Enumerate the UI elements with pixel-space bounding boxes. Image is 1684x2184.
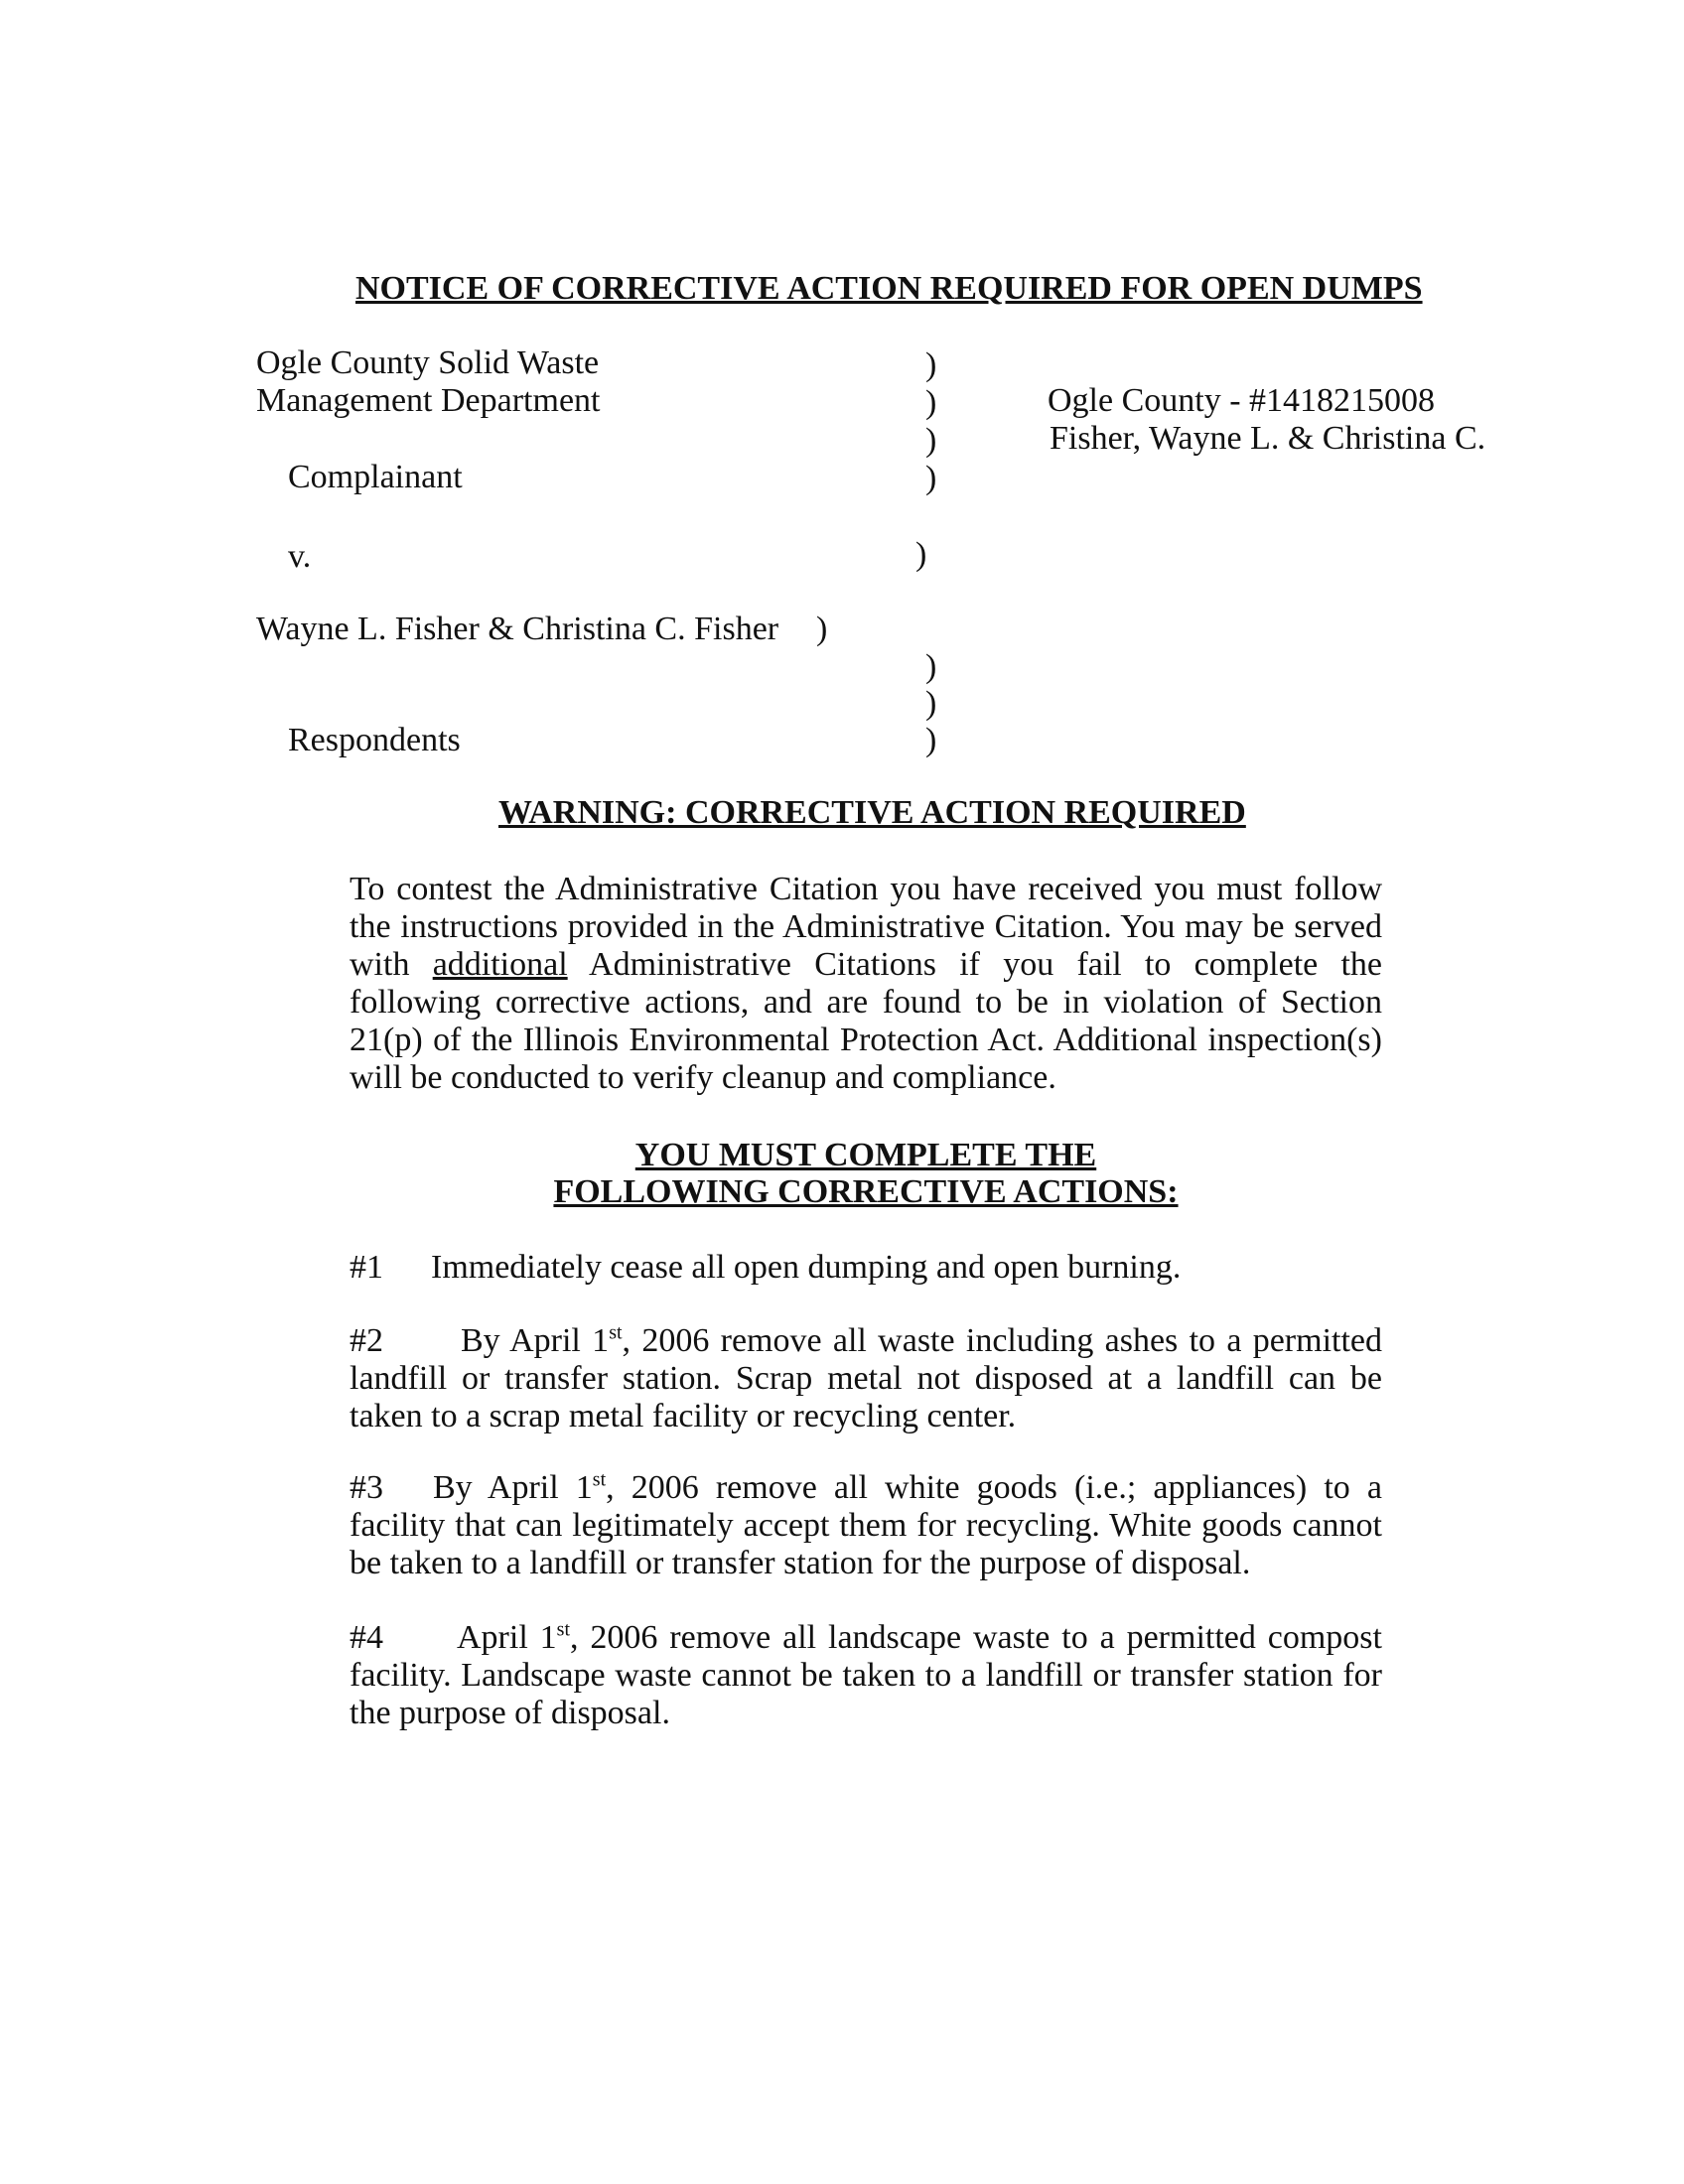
caption-paren: ) [925,648,937,685]
versus-label: v. [288,538,312,575]
intro-text-part1: To contest the Administrative Citation you have received you must follow the instructions provided in the Administrative Citation. You may be served with [350,871,1382,983]
intro-underlined-word: additional [432,946,568,983]
action-lead: By April 1 [433,1469,593,1506]
actions-heading-line2: FOLLOWING CORRECTIVE ACTIONS: [553,1173,1179,1210]
caption-paren: ) [925,722,937,758]
action-text: , 2006 remove all landscape waste to a permitted compost facility. Landscape waste cannot be taken to a landfill or transfer station for the purpose of disposal. [350,1619,1382,1731]
caption-paren: ) [915,536,927,573]
case-name: Fisher, Wayne L. & Christina C. [1050,420,1486,457]
action-ordinal: st [556,1618,571,1641]
warning-heading: WARNING: CORRECTIVE ACTION REQUIRED [498,794,1246,831]
action-item [350,1469,1382,1582]
action-number: #2 [350,1322,383,1359]
intro-text-part2: Administrative Citations if you fail to complete the following corrective actions, and are found to be in violation of Section 21(p) of the Illinois Environmental Protection Act. Additional inspection(s) will be conducted to verify cleanup and compliance. [350,946,1383,1096]
caption-paren: ) [925,422,937,459]
action-item [350,1619,1382,1732]
document-title: NOTICE OF CORRECTIVE ACTION REQUIRED FOR OPEN DUMPS [355,270,1423,307]
caption-paren: ) [925,384,937,421]
respondent-names: Wayne L. Fisher & Christina C. Fisher [256,611,779,647]
complainant-name-line1: Ogle County Solid Waste [256,344,600,381]
actions-heading-line1: YOU MUST COMPLETE THE [634,1137,1097,1173]
action-lead: By April 1 [461,1322,610,1359]
action-item [350,1249,1181,1287]
action-number: #1 [350,1249,383,1286]
caption-paren: ) [816,611,828,647]
caption-paren: ) [925,685,937,722]
complainant-label: Complainant [288,459,463,495]
action-text: , 2006 remove all white goods (i.e.; appliances) to a facility that can legitimately accept them for recycling. White goods cannot be taken to a landfill or transfer station for the purpose of disposal. [350,1469,1382,1581]
action-number: #4 [350,1619,383,1656]
action-number: #3 [350,1469,383,1506]
intro-paragraph [350,871,1382,1097]
action-item [350,1322,1382,1435]
caption-paren: ) [925,346,937,383]
action-ordinal: st [592,1468,607,1491]
caption-paren: ) [925,460,937,496]
action-text: , 2006 remove all waste including ashes to a permitted landfill or transfer station. Scrap metal not disposed at a landfill can be taken to a scrap metal facility or recycling center. [350,1322,1383,1434]
case-number: Ogle County - #1418215008 [1048,382,1436,419]
respondent-label: Respondents [288,722,461,758]
action-lead: April 1 [457,1619,557,1656]
action-text: Immediately cease all open dumping and open burning. [431,1249,1182,1286]
action-ordinal: st [609,1321,623,1344]
complainant-name-line2: Management Department [256,382,601,419]
